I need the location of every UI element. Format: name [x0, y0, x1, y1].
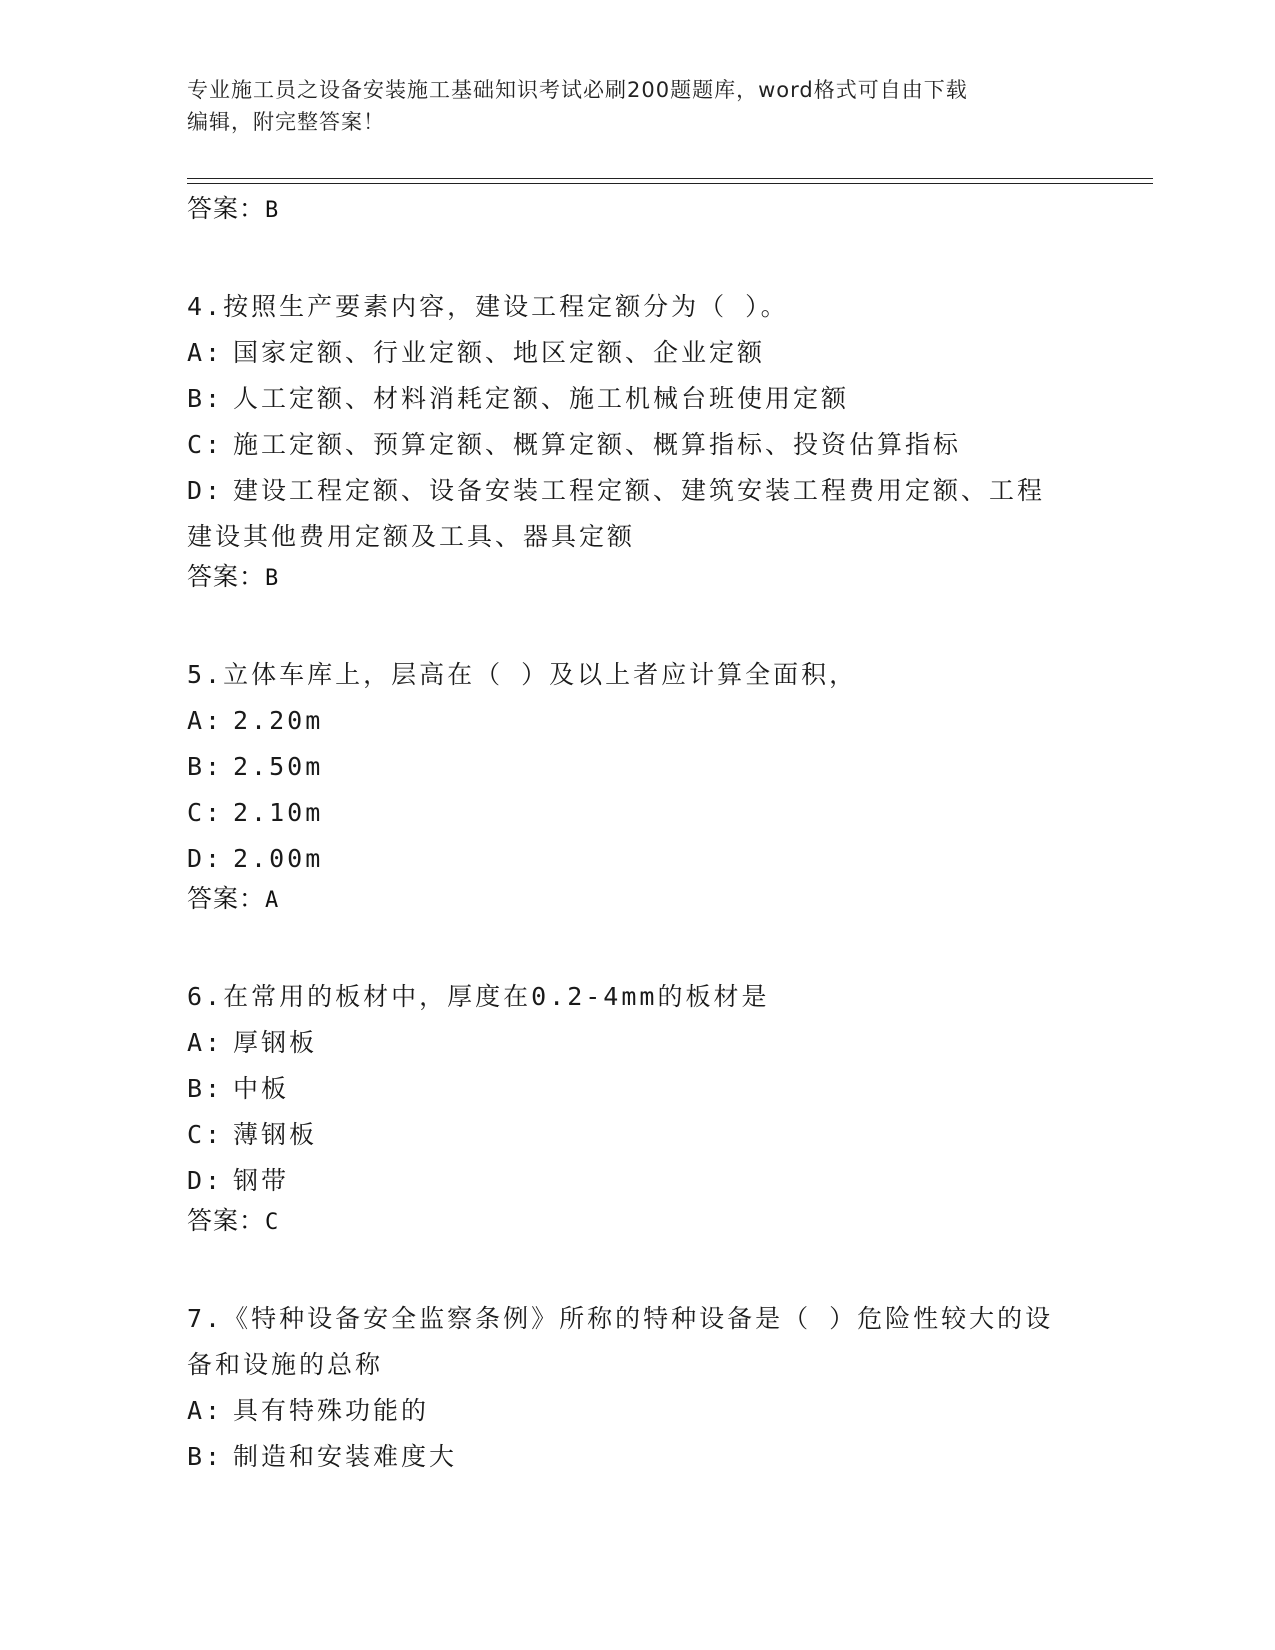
option-text: 厚钢板	[233, 1028, 318, 1057]
option-label: B:	[187, 384, 224, 413]
option-label: A:	[187, 338, 224, 367]
option-text: 中板	[233, 1074, 290, 1103]
option-text: 国家定额、行业定额、地区定额、企业定额	[233, 338, 766, 367]
question-4	[187, 284, 1087, 594]
answer-value: C	[265, 1210, 280, 1235]
option-text: 建设工程定额、设备安装工程定额、建筑安装工程费用定额、工程	[233, 476, 1046, 505]
option-text: 薄钢板	[233, 1120, 318, 1149]
answer-line	[187, 560, 1087, 594]
option-b	[187, 376, 1087, 422]
answer-label: 答案：	[187, 1206, 266, 1235]
header-line-1: 专业施工员之设备安装施工基础知识考试必刷200题题库，word格式可自由下载	[187, 78, 968, 102]
header-line-2: 编辑，附完整答案！	[187, 110, 385, 134]
option-label: C:	[187, 1120, 224, 1149]
answer-line	[187, 882, 1087, 916]
option-a	[187, 330, 1087, 376]
option-label: D:	[187, 844, 224, 873]
option-label: B:	[187, 1442, 224, 1471]
option-label: B:	[187, 752, 224, 781]
option-label: A:	[187, 1396, 224, 1425]
header-divider-top	[187, 178, 1153, 179]
option-c	[187, 790, 1087, 836]
option-d	[187, 468, 1087, 514]
answer-label: 答案：	[187, 562, 266, 591]
option-label: D:	[187, 476, 224, 505]
answer-line	[187, 1204, 1087, 1238]
option-b	[187, 1066, 1087, 1112]
header-divider-bottom	[187, 183, 1153, 184]
option-text: 施工定额、预算定额、概算定额、概算指标、投资估算指标	[233, 430, 962, 459]
option-text: 2.50m	[233, 752, 324, 781]
question-title: 7.《特种设备安全监察条例》所称的特种设备是（ ）危险性较大的设	[187, 1304, 1054, 1333]
option-text: 2.20m	[233, 706, 324, 735]
option-label: C:	[187, 430, 224, 459]
option-text: 制造和安装难度大	[233, 1442, 458, 1471]
option-text: 具有特殊功能的	[233, 1396, 430, 1425]
answer-value: B	[265, 198, 280, 223]
option-text: 2.10m	[233, 798, 324, 827]
option-label: A:	[187, 706, 224, 735]
question-7	[187, 1296, 1087, 1480]
option-a	[187, 698, 1087, 744]
option-text: 2.00m	[233, 844, 324, 873]
option-d-continuation: 建设其他费用定额及工具、器具定额	[187, 522, 636, 551]
question-5	[187, 652, 1087, 916]
option-label: B:	[187, 1074, 224, 1103]
option-d	[187, 836, 1087, 882]
option-b	[187, 1434, 1087, 1480]
document-body	[187, 192, 1087, 1480]
option-label: C:	[187, 798, 224, 827]
option-a	[187, 1020, 1087, 1066]
option-text: 钢带	[233, 1166, 290, 1195]
answer-value: A	[265, 888, 280, 913]
question-title: 5.立体车库上，层高在（ ）及以上者应计算全面积，	[187, 660, 858, 689]
document-header	[187, 74, 1087, 138]
question-title: 6.在常用的板材中，厚度在0.2-4mm的板材是	[187, 982, 770, 1011]
answer-line	[187, 192, 1087, 226]
question-title-continuation: 备和设施的总称	[187, 1350, 384, 1379]
question-6	[187, 974, 1087, 1238]
option-label: A:	[187, 1028, 224, 1057]
option-a	[187, 1388, 1087, 1434]
answer-label: 答案：	[187, 884, 266, 913]
option-label: D:	[187, 1166, 224, 1195]
option-c	[187, 1112, 1087, 1158]
option-c	[187, 422, 1087, 468]
answer-value: B	[265, 566, 280, 591]
option-b	[187, 744, 1087, 790]
answer-label: 答案：	[187, 194, 266, 223]
option-d	[187, 1158, 1087, 1204]
option-text: 人工定额、材料消耗定额、施工机械台班使用定额	[233, 384, 850, 413]
question-title: 4.按照生产要素内容，建设工程定额分为（ ）。	[187, 292, 789, 321]
